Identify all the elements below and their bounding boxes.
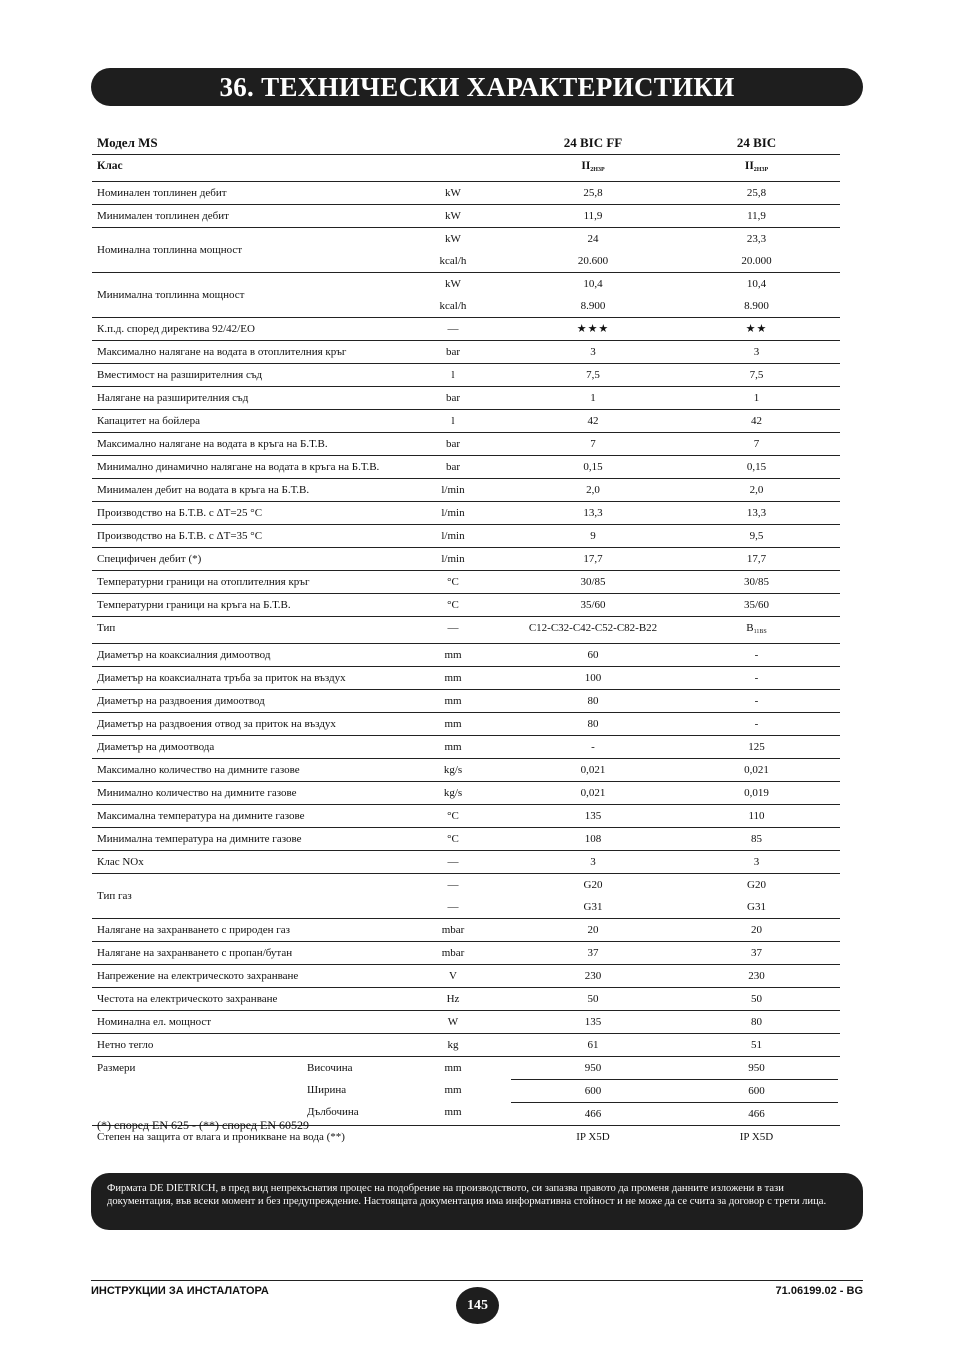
spec-value-2: 37	[751, 947, 762, 959]
spec-value-1: 3	[590, 856, 596, 868]
spec-value-2: 110	[748, 810, 765, 822]
spec-unit: mm	[444, 741, 462, 753]
spec-label: Специфичен дебит (*)	[97, 553, 202, 565]
disclaimer-box	[91, 1173, 863, 1230]
protection-value-1: IP X5D	[576, 1131, 610, 1143]
spec-unit: mm	[444, 718, 462, 730]
spec-label: Номинален топлинен дебит	[97, 187, 227, 199]
spec-label: Напрежение на електрическото захранване	[97, 970, 299, 982]
spec-value-1: C12-C32-C42-C52-C82-B22	[528, 622, 658, 634]
spec-unit: l/min	[441, 530, 465, 542]
spec-row	[92, 919, 840, 942]
disclaimer-text: Фирмата DE DIETRICH, в пред вид непрекъснатия процес на подобрение на производството, си запазва правото да променя данните изложени в тази документация, във всеки момент и без предупреждение. Настоящата документация има информативна стойност и не може да се счита за договор с трети лица.	[107, 1183, 827, 1207]
spec-unit: l	[451, 415, 455, 427]
spec-label: Минимален топлинен дебит	[97, 210, 229, 222]
spec-value-2: 35/60	[743, 599, 770, 611]
spec-value-2: -	[754, 718, 759, 730]
spec-value-2: 13,3	[746, 507, 767, 519]
spec-label: Капацитет на бойлера	[97, 415, 200, 427]
spec-value-2: 7,5	[749, 369, 764, 381]
spec-value-1: 3	[590, 346, 596, 358]
spec-value-1: 37	[587, 947, 599, 959]
dimension-unit: mm	[444, 1084, 462, 1096]
spec-unit: W	[447, 1016, 459, 1028]
spec-unit: kg/s	[443, 787, 463, 799]
dimension-unit: mm	[444, 1062, 462, 1074]
spec-value-2: 0,021	[744, 764, 769, 776]
spec-value-1: 230	[584, 970, 602, 982]
footer-doc-code: 71.06199.02 - BG	[775, 1285, 863, 1297]
header-model2: 24 BIC	[736, 135, 777, 150]
spec-value-1: 9	[590, 530, 596, 542]
spec-unit: °C	[447, 576, 459, 588]
spec-row	[92, 341, 840, 364]
spec-row	[92, 228, 840, 273]
spec-row	[92, 644, 840, 667]
dimension-sub-label: Ширина	[307, 1084, 347, 1096]
spec-value-2: 0,15	[746, 461, 767, 473]
spec-unit: l	[451, 369, 455, 381]
spec-value-2: 17,7	[746, 553, 767, 565]
spec-row	[92, 387, 840, 410]
spec-unit: kW	[445, 278, 461, 290]
spec-row	[92, 205, 840, 228]
spec-row	[92, 456, 840, 479]
spec-label: Диаметър на димоотвода	[97, 741, 215, 753]
table-header-row	[92, 132, 840, 155]
spec-row	[92, 182, 840, 205]
class-value-1: $II_{2H3P}$	[581, 160, 605, 173]
page-number-badge	[456, 1287, 499, 1324]
header-model1: 24 BIC FF	[563, 135, 623, 150]
spec-unit: kg	[447, 1039, 459, 1051]
spec-label: Температурни граници на отоплителния кръг	[97, 576, 310, 588]
spec-unit: —	[447, 856, 459, 868]
spec-value-2: ★★	[745, 323, 768, 335]
dimensions-label: Размери	[97, 1062, 136, 1074]
footer-left-text: ИНСТРУКЦИИ ЗА ИНСТАЛАТОРА	[91, 1285, 269, 1297]
spec-unit: kcal/h	[439, 300, 467, 312]
dimension-value-1: 466	[584, 1108, 602, 1120]
spec-value-1: 1	[590, 392, 596, 404]
spec-label: Максимално налягане на водата в отоплителния кръг	[97, 346, 347, 358]
spec-value-2: 25,8	[746, 187, 767, 199]
protection-value-2: IP X5D	[739, 1131, 774, 1143]
dimension-sub-label: Височина	[307, 1062, 353, 1074]
spec-row	[92, 1011, 840, 1034]
spec-value-2: 230	[748, 970, 765, 982]
title-bar	[91, 68, 863, 106]
spec-unit: —	[447, 879, 459, 891]
spec-unit: l/min	[441, 484, 465, 496]
spec-row	[92, 988, 840, 1011]
spec-unit: bar	[445, 392, 461, 404]
spec-value-2: 20.000	[741, 255, 772, 267]
dimension-value-2: 466	[748, 1108, 765, 1120]
spec-label: Максимално количество на димните газове	[97, 764, 300, 776]
spec-row	[92, 759, 840, 782]
spec-value-1: 25,8	[583, 187, 603, 199]
spec-value-1: 61	[587, 1039, 599, 1051]
spec-unit: mbar	[441, 924, 465, 936]
spec-value-1: 80	[587, 718, 599, 730]
spec-unit: °C	[447, 599, 459, 611]
spec-value-1: 17,7	[583, 553, 603, 565]
spec-label: Тип	[97, 622, 116, 634]
spec-unit: kcal/h	[439, 255, 467, 267]
spec-value-1: 13,3	[583, 507, 603, 519]
spec-value-2: 8.900	[744, 300, 769, 312]
spec-unit: V	[449, 970, 457, 982]
spec-label: Клас NOx	[97, 856, 144, 868]
spec-row	[92, 851, 840, 874]
spec-unit: —	[447, 323, 459, 335]
spec-value-1: 60	[587, 649, 599, 661]
footnote: (*) според EN 625 - (**) според EN 60529	[97, 1118, 310, 1132]
spec-unit: bar	[445, 346, 461, 358]
spec-row	[92, 525, 840, 548]
spec-row	[92, 479, 840, 502]
spec-value-1: G20	[583, 879, 603, 891]
spec-value-1: 2,0	[586, 484, 600, 496]
spec-table	[92, 132, 840, 1148]
spec-label: Диаметър на коаксиалния димоотвод	[97, 649, 271, 661]
class-value-2: $II_{2H3P}$	[744, 160, 769, 173]
spec-value-2: 9,5	[749, 530, 764, 542]
dimensions-row	[92, 1057, 840, 1126]
spec-row	[92, 502, 840, 525]
dimension-unit: mm	[444, 1106, 462, 1118]
spec-label: Налягане на захранването с пропан/бутан	[97, 947, 293, 959]
spec-row	[92, 594, 840, 617]
spec-label: Максимално налягане на водата в кръга на Б.Т.В.	[97, 438, 328, 450]
page-title: 36. ТЕХНИЧЕСКИ ХАРАКТЕРИСТИКИ	[219, 71, 735, 102]
spec-value-2: 0,019	[744, 787, 769, 799]
spec-value-2: 7	[753, 438, 760, 450]
spec-value-2: -	[754, 672, 759, 684]
spec-row	[92, 364, 840, 387]
spec-row	[92, 433, 840, 456]
spec-label: Максимална температура на димните газове	[97, 810, 305, 822]
spec-unit: —	[447, 901, 459, 913]
spec-value-1: 100	[584, 672, 602, 684]
spec-unit: l/min	[441, 553, 465, 565]
spec-value-2: 10,4	[746, 278, 767, 290]
spec-value-1: -	[591, 741, 595, 753]
protection-unit	[395, 1126, 511, 1148]
class-label: Клас	[97, 160, 123, 172]
spec-value-1: 24	[587, 233, 599, 245]
spec-value-1: 8.900	[580, 300, 606, 312]
rows-container	[92, 182, 840, 1148]
spec-value-2: 42	[751, 415, 762, 427]
spec-unit: kW	[445, 233, 461, 245]
spec-unit: Hz	[446, 993, 460, 1005]
spec-label: Номинална ел. мощност	[97, 1016, 212, 1028]
spec-value-2: 2,0	[749, 484, 764, 496]
spec-value-1: 20	[587, 924, 599, 936]
spec-label: Производство на Б.Т.В. с ΔT=35 °C	[97, 530, 263, 542]
dimension-value-2: 600	[675, 1080, 838, 1103]
spec-row	[92, 571, 840, 594]
spec-label: Минимално количество на димните газове	[97, 787, 297, 799]
spec-value-2: 50	[751, 993, 762, 1005]
spec-unit: —	[447, 622, 459, 634]
spec-value-1: 30/85	[580, 576, 606, 588]
spec-row	[92, 874, 840, 919]
spec-label: Диаметър на раздвоения димоотвод	[97, 695, 265, 707]
spec-value-1: 0,021	[580, 787, 606, 799]
spec-label: Налягане на захранването с природен газ	[97, 924, 290, 936]
dimension-value-2: 950	[675, 1057, 838, 1080]
spec-label: Минимална температура на димните газове	[97, 833, 302, 845]
spec-value-1: 108	[584, 833, 602, 845]
spec-label: Диаметър на коаксиалната тръба за приток на въздух	[97, 672, 346, 684]
spec-value-1: 11,9	[583, 210, 603, 222]
spec-value-2: $B_{11BS}$	[746, 622, 767, 635]
dimension-value-1: 600	[511, 1080, 675, 1103]
spec-value-1: G31	[583, 901, 603, 913]
spec-label: Температурни граници на кръга на Б.Т.В.	[97, 599, 291, 611]
spec-unit: mm	[444, 672, 462, 684]
spec-label: К.п.д. според директива 92/42/ЕО	[97, 323, 255, 335]
footer-divider	[91, 1280, 863, 1281]
spec-unit: kW	[445, 210, 461, 222]
spec-unit: mm	[444, 695, 462, 707]
spec-unit: bar	[445, 461, 461, 473]
spec-row	[92, 805, 840, 828]
spec-label: Минимално динамично налягане на водата в кръга на Б.Т.В.	[97, 461, 380, 473]
spec-row	[92, 548, 840, 571]
spec-unit: kg/s	[443, 764, 463, 776]
spec-row	[92, 942, 840, 965]
spec-label: Честота на електрическото захранване	[97, 993, 278, 1005]
spec-value-1: 50	[587, 993, 599, 1005]
spec-value-1: 135	[584, 1016, 602, 1028]
spec-label: Диаметър на раздвоения отвод за приток на въздух	[97, 718, 336, 730]
spec-value-1: 20.600	[577, 255, 609, 267]
spec-value-1: ★★★	[576, 323, 610, 335]
spec-value-1: 35/60	[580, 599, 606, 611]
spec-row	[92, 667, 840, 690]
spec-label: Нетно тегло	[97, 1039, 154, 1051]
spec-label: Тип газ	[97, 890, 132, 902]
class-row	[92, 155, 840, 182]
spec-value-1: 7,5	[586, 369, 600, 381]
spec-value-2: 23,3	[746, 233, 767, 245]
spec-row	[92, 273, 840, 318]
spec-value-2: G20	[747, 879, 766, 891]
spec-value-1: 0,15	[583, 461, 603, 473]
spec-unit: mbar	[441, 947, 465, 959]
spec-value-1: 7	[590, 438, 596, 450]
spec-value-2: -	[754, 649, 759, 661]
spec-label: Налягане на разширителния съд	[97, 392, 249, 404]
spec-value-2: 85	[751, 833, 762, 845]
class-sub-1: 2H3P	[590, 167, 605, 173]
header-model-label: Модел MS	[97, 135, 158, 150]
spec-row	[92, 690, 840, 713]
spec-row	[92, 617, 840, 644]
spec-unit: kW	[445, 187, 461, 199]
spec-row	[92, 410, 840, 433]
spec-unit: l/min	[441, 507, 465, 519]
spec-unit: bar	[445, 438, 461, 450]
spec-row	[92, 1034, 840, 1057]
page-number: 145	[467, 1297, 488, 1313]
spec-label: Минимална топлинна мощност	[97, 289, 245, 301]
spec-value-2: 80	[751, 1016, 762, 1028]
spec-value-2: 11,9	[747, 210, 766, 222]
spec-value-2: 3	[753, 856, 760, 868]
spec-value-2: 1	[753, 392, 760, 404]
type-subscript: 11BS	[753, 629, 767, 635]
spec-unit: mm	[444, 649, 462, 661]
dimension-sub-label: Дълбочина	[307, 1106, 359, 1118]
spec-value-1: 0,021	[580, 764, 606, 776]
spec-value-1: 10,4	[583, 278, 603, 290]
spec-row	[92, 782, 840, 805]
spec-value-2: 51	[751, 1039, 762, 1051]
spec-row	[92, 318, 840, 341]
spec-row	[92, 713, 840, 736]
spec-row	[92, 828, 840, 851]
spec-value-2: 125	[748, 741, 765, 753]
spec-label: Номинална топлинна мощност	[97, 244, 243, 256]
spec-unit: °C	[447, 810, 459, 822]
spec-unit: °C	[447, 833, 459, 845]
spec-value-1: 80	[587, 695, 599, 707]
dimension-value-1: 950	[511, 1057, 675, 1080]
spec-value-2: 3	[753, 346, 760, 358]
spec-value-1: 135	[584, 810, 602, 822]
protection-label: Степен на защита от влага и проникване на вода (**)	[97, 1131, 345, 1143]
spec-value-1: 42	[587, 415, 599, 427]
spec-value-2: 30/85	[743, 576, 770, 588]
spec-value-2: G31	[747, 901, 766, 913]
spec-label: Производство на Б.Т.В. с ΔT=25 °C	[97, 507, 263, 519]
spec-label: Вместимост на разширителния съд	[97, 369, 263, 381]
class-sub-2: 2H3P	[753, 167, 769, 173]
spec-value-2: 20	[751, 924, 762, 936]
spec-value-2: -	[754, 695, 759, 707]
spec-row	[92, 965, 840, 988]
spec-row	[92, 736, 840, 759]
spec-label: Минимален дебит на водата в кръга на Б.Т.В.	[97, 484, 310, 496]
